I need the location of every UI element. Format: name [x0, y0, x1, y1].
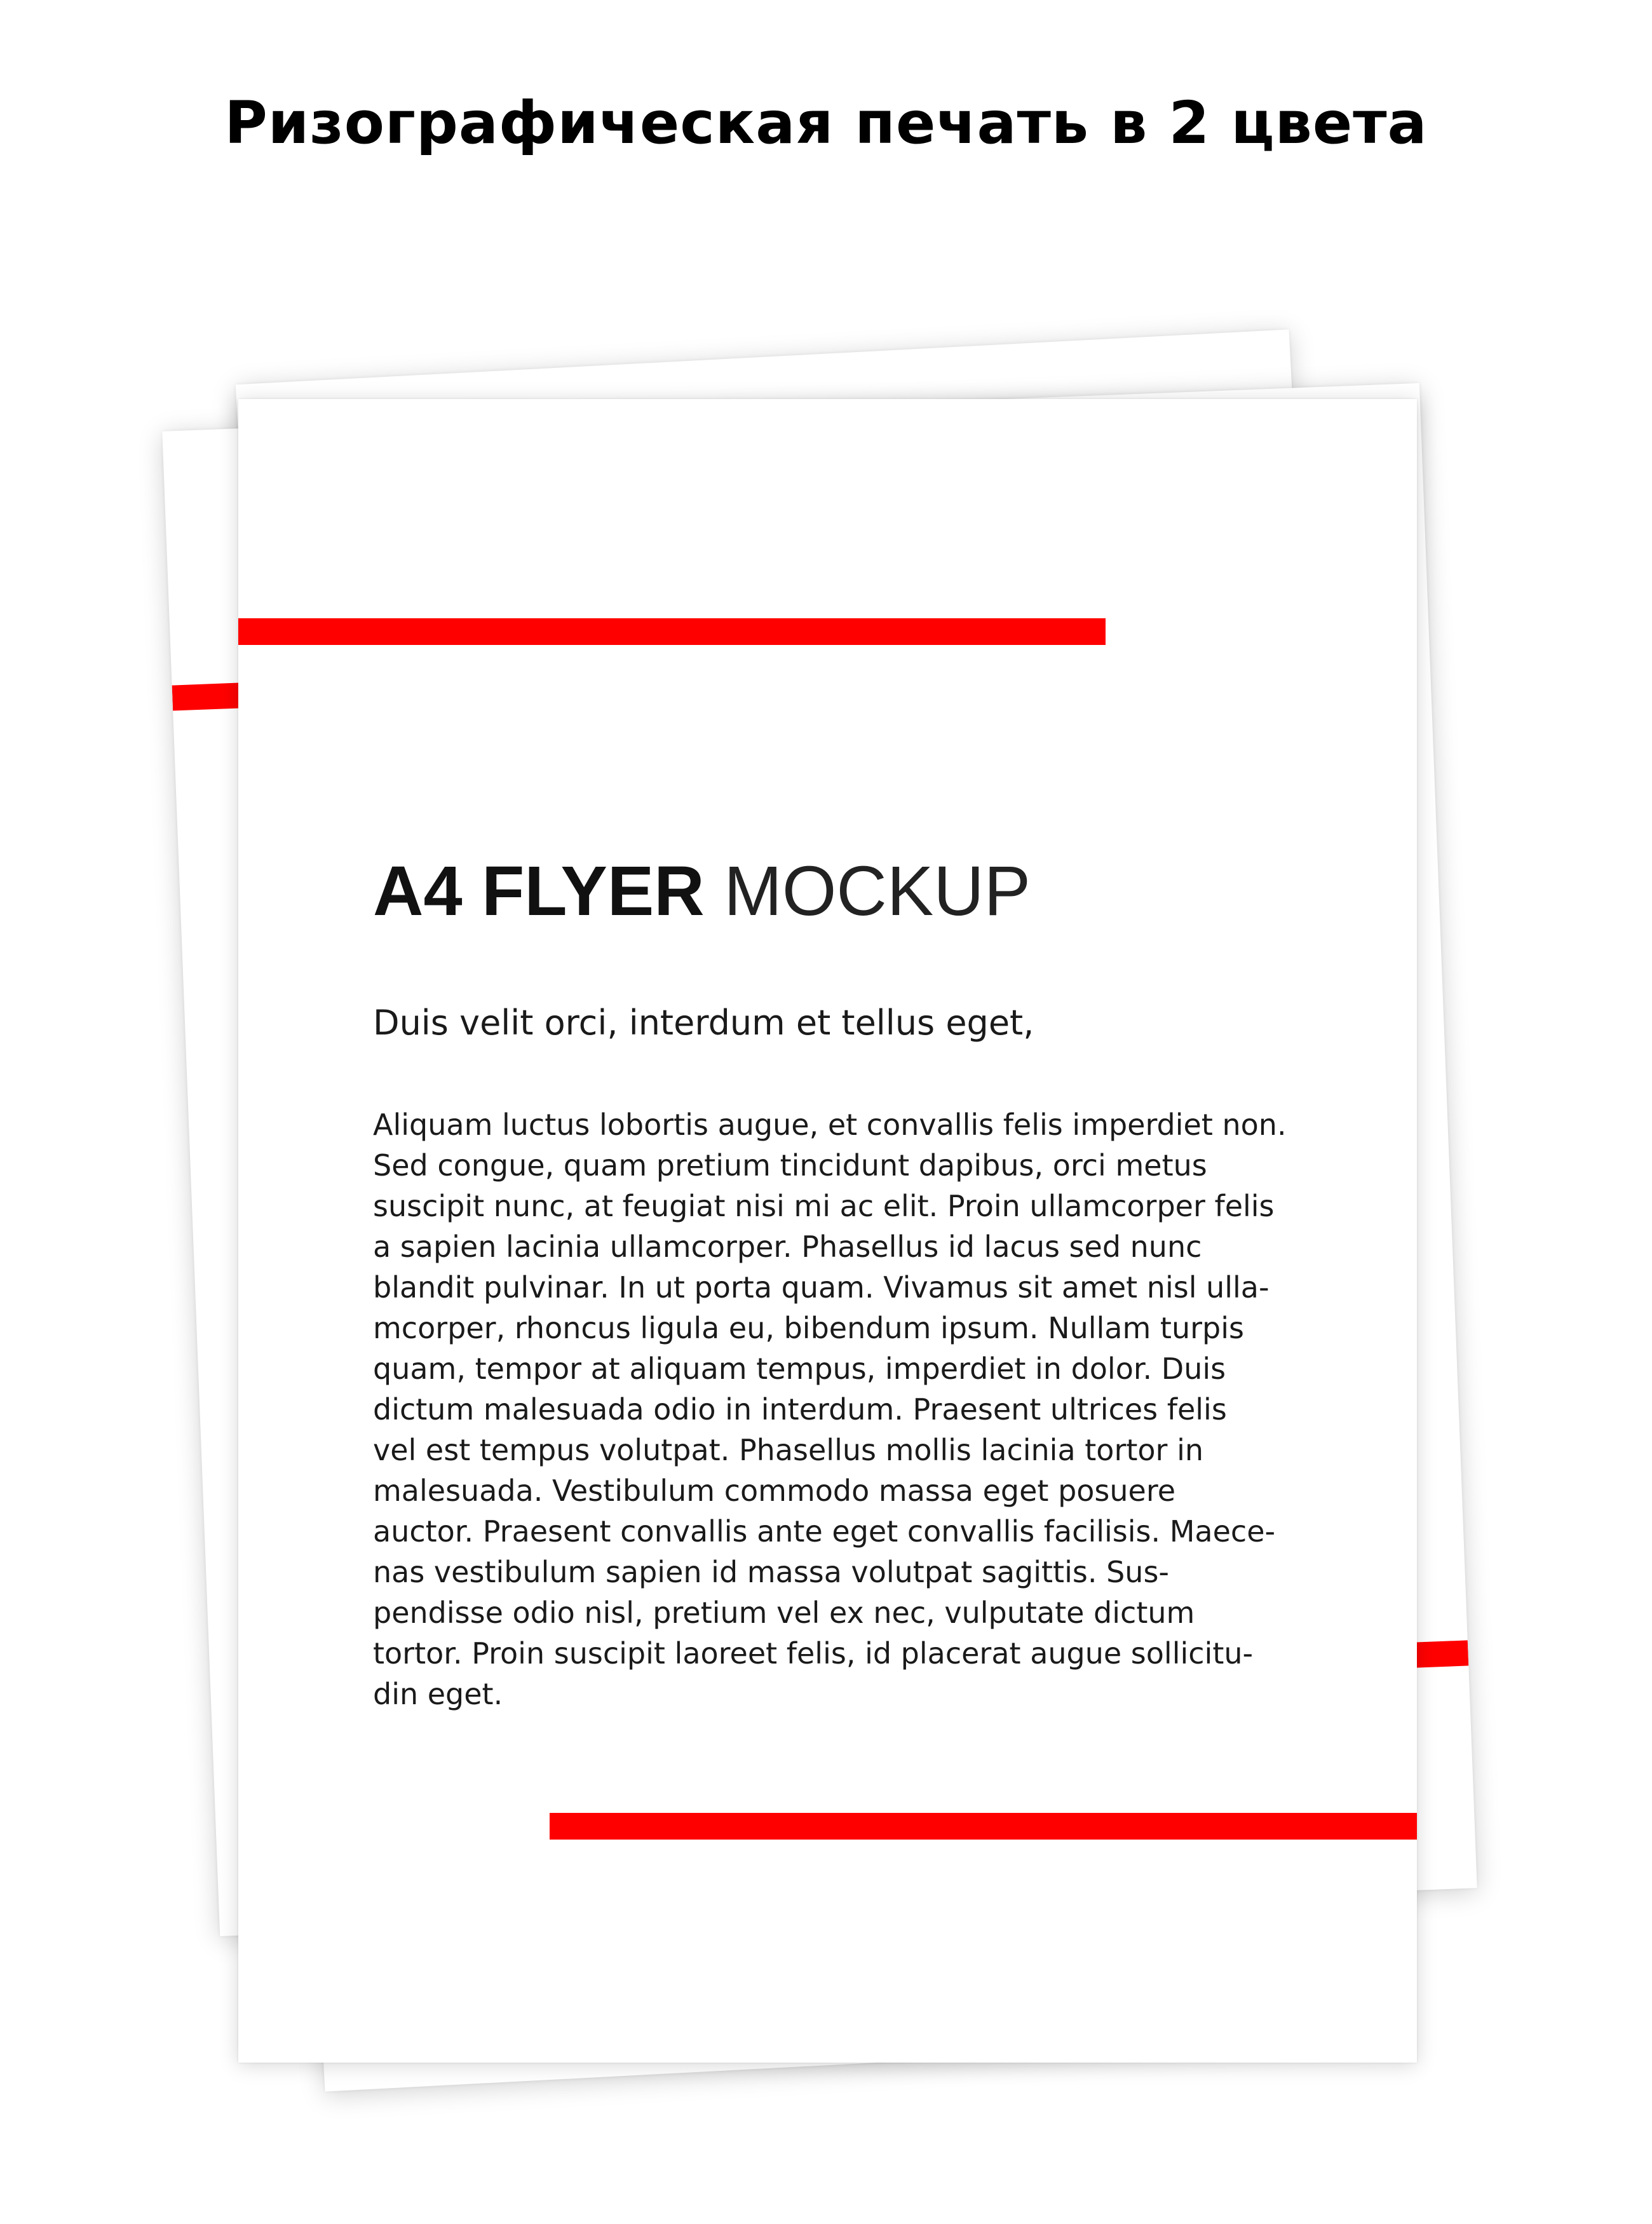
- flyer-subtitle: Duis velit orci, interdum et tellus eget,: [373, 1003, 1034, 1043]
- body-line: blandit pulvinar. In ut porta quam. Vivamus sit amet nisl ulla-: [373, 1270, 1269, 1305]
- front-flyer-sheet: [238, 399, 1417, 2063]
- body-line: Sed congue, quam pretium tincidunt dapibus, orci metus: [373, 1148, 1207, 1183]
- body-line: auctor. Praesent convallis ante eget convallis facilisis. Maece-: [373, 1514, 1276, 1549]
- body-line: pendisse odio nisl, pretium vel ex nec, vulputate dictum: [373, 1596, 1195, 1630]
- body-line: malesuada. Vestibulum commodo massa eget posuere: [373, 1474, 1176, 1508]
- flyer-title: [373, 852, 1031, 930]
- body-line: nas vestibulum sapien id massa volutpat sagittis. Sus-: [373, 1555, 1170, 1589]
- body-line: suscipit nunc, at feugiat nisi mi ac elit. Proin ullamcorper felis: [373, 1189, 1275, 1223]
- body-line: vel est tempus volutpat. Phasellus mollis lacinia tortor in: [373, 1433, 1204, 1467]
- red-bar-bottom: [550, 1813, 1417, 1840]
- red-bar-top: [238, 618, 1106, 645]
- flyer-title-bold: A4 FLYER: [373, 852, 705, 930]
- body-line: mcorper, rhoncus ligula eu, bibendum ipsum. Nullam turpis: [373, 1311, 1244, 1345]
- body-line: tortor. Proin suscipit laoreet felis, id placerat augue sollicitu-: [373, 1636, 1254, 1671]
- body-line: quam, tempor at aliquam tempus, imperdiet in dolor. Duis: [373, 1352, 1226, 1386]
- body-line: a sapien lacinia ullamcorper. Phasellus id lacus sed nunc: [373, 1230, 1202, 1264]
- flyer-title-light: MOCKUP: [724, 852, 1031, 930]
- body-line: Aliquam luctus lobortis augue, et convallis felis imperdiet non.: [373, 1108, 1287, 1142]
- body-line: din eget.: [373, 1677, 503, 1711]
- body-line: dictum malesuada odio in interdum. Praesent ultrices felis: [373, 1392, 1227, 1427]
- page-headline: Ризографическая печать в 2 цвета: [224, 89, 1428, 157]
- flyer-body-text: [373, 1104, 1339, 1714]
